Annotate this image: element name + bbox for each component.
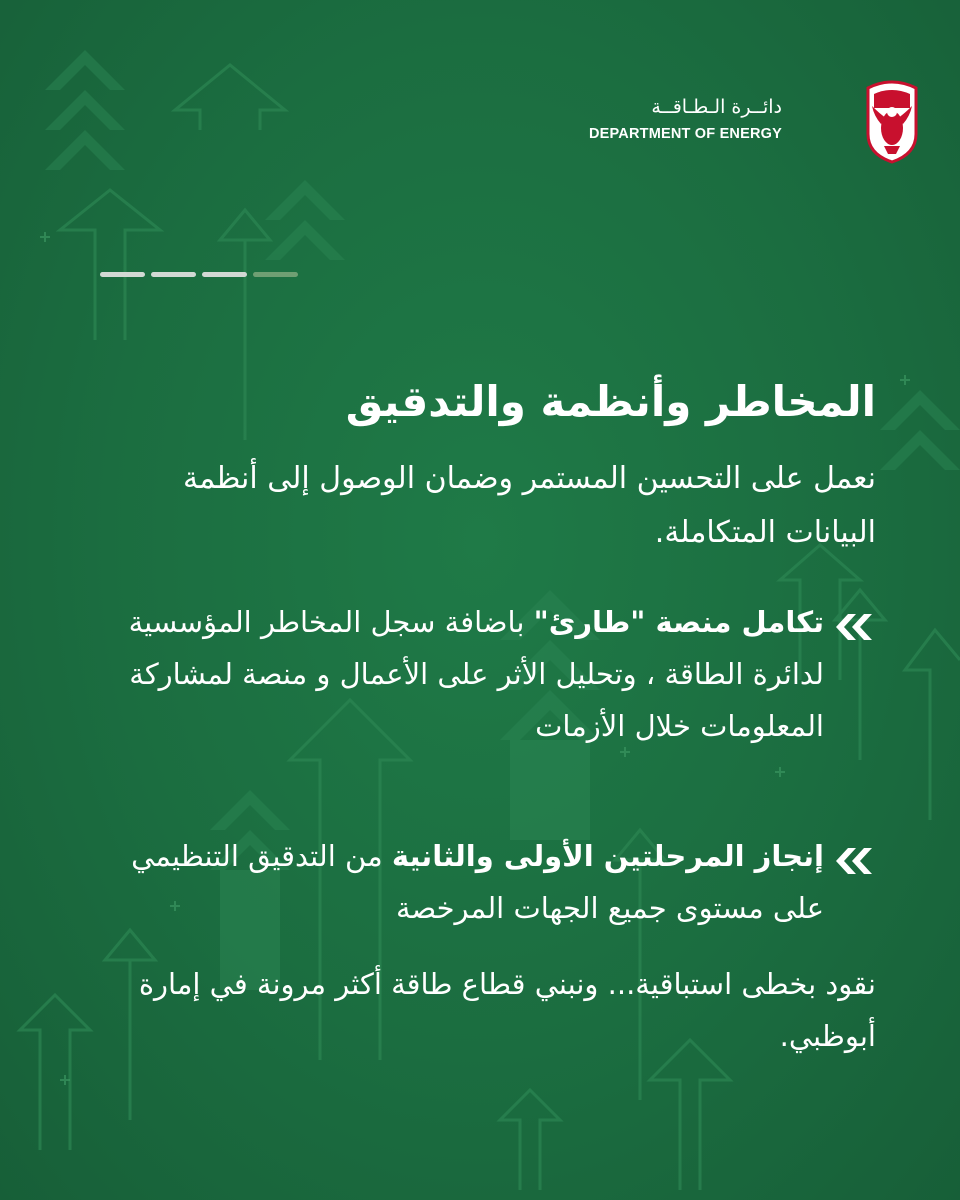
department-logo <box>588 78 922 168</box>
pager-dot <box>151 272 196 277</box>
bullet-bold-text: تكامل منصة "طارئ" <box>533 605 824 639</box>
bullet-text <box>96 596 876 752</box>
page-title: المخاطر وأنظمة والتدقيق <box>345 377 876 426</box>
closing-text: نقود بخطى استباقية... ونبني قطاع طاقة أكثر مرونة في إمارة أبوظبي. <box>138 967 876 1053</box>
bullet-item <box>96 596 876 752</box>
bullet-item <box>96 830 876 934</box>
bullet-bold-text: إنجاز المرحلتين الأولى والثانية <box>391 839 824 873</box>
pager-dot <box>202 272 247 277</box>
abu-dhabi-emblem-icon <box>862 78 922 164</box>
bullet-rest-text: باضافة سجل المخاطر المؤسسية لدائرة الطاقة ، وتحليل الأثر على الأعمال و منصة لمشاركة المعلومات خلال الأزمات <box>128 605 824 743</box>
bullet-rest-text: من التدقيق التنظيمي على مستوى جميع الجهات المرخصة <box>131 839 824 925</box>
logo-text-english: DEPARTMENT OF ENERGY <box>588 126 782 142</box>
intro-text: نعمل على التحسين المستمر وضمان الوصول إلى أنظمة البيانات المتكاملة. <box>183 461 876 550</box>
pager-dot <box>100 272 145 277</box>
logo-text-arabic: دائــرة الـطـاقــة <box>651 96 782 118</box>
chevron-left-icon <box>832 610 876 644</box>
pager-dot-active <box>253 272 298 277</box>
bullet-text <box>96 830 876 934</box>
chevron-left-icon <box>832 844 876 878</box>
slide-pager <box>100 272 298 277</box>
